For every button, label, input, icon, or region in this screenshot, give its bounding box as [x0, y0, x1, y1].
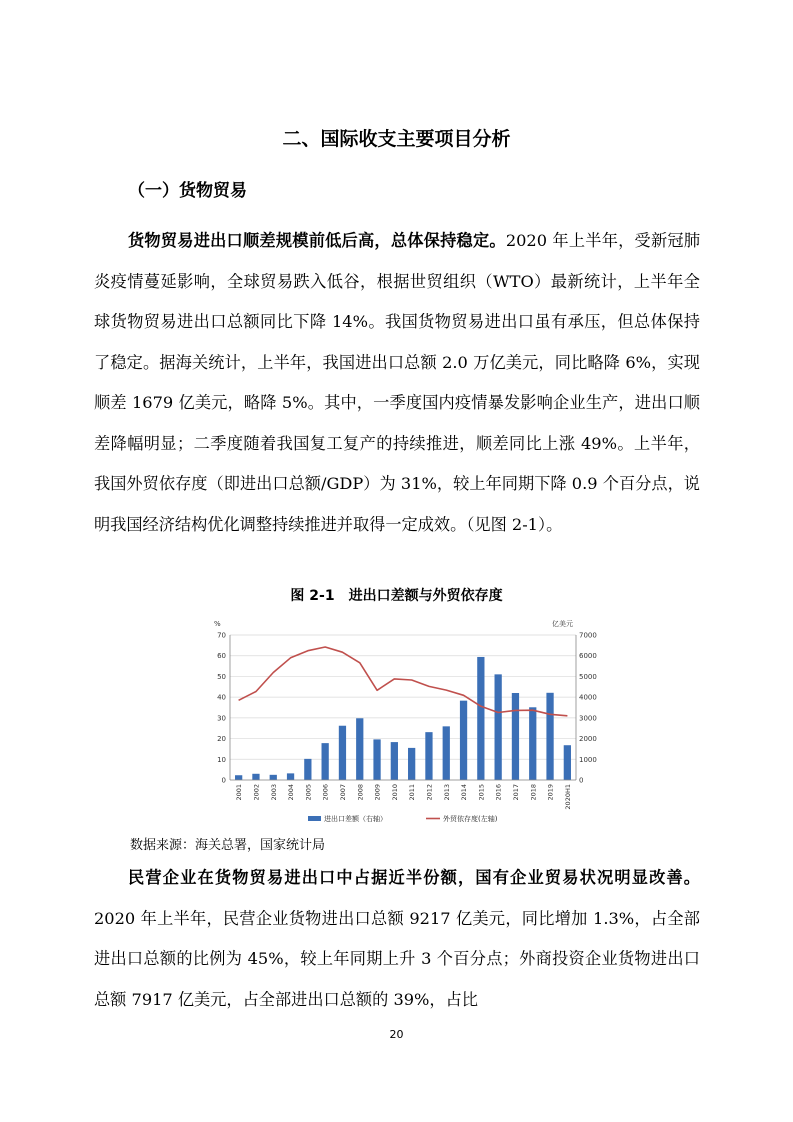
bar-2009 [373, 739, 380, 780]
left-axis-tick-label: 10 [217, 755, 226, 764]
legend-swatch-bar [308, 816, 321, 821]
x-axis-tick-label: 2020H1 [563, 784, 572, 810]
right-axis-tick-label: 6000 [579, 652, 597, 661]
bar-2010 [391, 742, 398, 780]
right-axis-tick-label: 2000 [579, 735, 597, 744]
bar-2007 [339, 726, 346, 780]
bar-2019 [546, 693, 553, 780]
bar-2003 [270, 775, 277, 780]
right-axis-tick-label: 1000 [579, 755, 597, 764]
x-axis-tick-label: 2008 [356, 784, 365, 801]
left-axis-tick-label: 70 [217, 631, 226, 640]
bar-2018 [529, 707, 536, 780]
x-axis-tick-label: 2007 [338, 784, 347, 801]
bar-2013 [443, 726, 450, 780]
x-axis-tick-label: 2003 [269, 784, 278, 801]
figure-title: 图 2-1 进出口差额与外贸依存度 [290, 588, 503, 604]
right-axis-unit: 亿美元 [552, 620, 573, 628]
data-source: 数据来源：海关总署，国家统计局 [130, 838, 326, 853]
trade-balance-chart [200, 612, 610, 830]
page-number: 20 [389, 1028, 404, 1041]
paragraph-enterprise-trade [94, 858, 700, 1020]
left-axis-tick-label: 40 [217, 693, 226, 702]
x-axis-tick-label: 2002 [252, 784, 261, 801]
x-axis-tick-label: 2012 [425, 784, 434, 801]
paragraph-body: 2020 年上半年，受新冠肺炎疫情蔓延影响，全球贸易跌入低谷，根据世贸组织（WTO）最新统计，上半年全球货物贸易进出口总额同比下降 14%。我国货物贸易进出口虽有承压，但总体保持了稳定。据海关统计，上半年，我国进出口总额 2.0 万亿美元，同比略降 6%，实现顺差 1679 亿美元，略降 5%。其中，一季度国内疫情暴发影响企业生产，进出口顺差降幅明显；二季度随着我国复工复产的持续推进，顺差同比上涨 49%。上半年，我国外贸依存度（即进出口总额/GDP）为 31%，较上年同期下降 0.9 个百分点，说明我国经济结构优化调整持续推进并取得一定成效。（见图 2-1）。 [94, 231, 701, 534]
left-axis-tick-label: 50 [217, 672, 226, 681]
bar-2017 [512, 693, 519, 780]
x-axis-tick-label: 2009 [373, 784, 382, 801]
paragraph-body: 2020 年上半年，民营企业货物进出口总额 9217 亿美元，同比增加 1.3%，占全部进出口总额的比例为 45%，较上年同期上升 3 个百分点；外商投资企业货物进出口总额 7917 亿美元，占全部进出口总额的 39%，占比 [94, 908, 700, 1009]
x-axis [230, 780, 576, 810]
legend-label-bar: 进出口差额（右轴） [324, 815, 387, 823]
subsection-heading: （一）货物贸易 [128, 181, 247, 201]
x-axis-tick-label: 2016 [494, 784, 503, 801]
bar-2005 [304, 759, 311, 780]
bar-2004 [287, 773, 294, 780]
right-axis-tick-label: 3000 [579, 714, 597, 723]
bar-2008 [356, 718, 363, 780]
paragraph-lead: 货物贸易进出口顺差规模前低后高，总体保持稳定。 [128, 231, 506, 250]
x-axis-tick-label: 2017 [511, 784, 520, 801]
x-axis-tick-label: 2019 [546, 784, 555, 801]
x-axis-tick-label: 2013 [442, 784, 451, 801]
x-axis-tick-label: 2004 [287, 784, 296, 801]
left-axis-tick-label: 20 [217, 735, 226, 744]
left-axis [217, 632, 230, 785]
left-axis-tick-label: 0 [221, 776, 226, 785]
bar-2006 [322, 743, 329, 780]
x-axis-tick-label: 2005 [304, 784, 313, 801]
right-axis-tick-label: 7000 [579, 631, 597, 640]
paragraph-goods-trade [94, 221, 700, 545]
bar-2002 [252, 774, 259, 780]
chart-gridlines [230, 635, 576, 780]
x-axis-tick-label: 2015 [477, 784, 486, 801]
section-heading: 二、国际收支主要项目分析 [282, 128, 511, 150]
bar-2014 [460, 701, 467, 780]
chart-bars [235, 657, 571, 780]
chart-legend [308, 814, 498, 823]
right-axis-tick-label: 5000 [579, 672, 597, 681]
x-axis-tick-label: 2010 [390, 784, 399, 801]
bar-2016 [495, 674, 502, 780]
right-axis [576, 632, 597, 785]
legend-label-line: 外贸依存度(左轴) [443, 815, 498, 823]
x-axis-tick-label: 2006 [321, 784, 330, 801]
bar-2020H1 [564, 745, 571, 780]
bar-2001 [235, 775, 242, 780]
x-axis-tick-label: 2011 [408, 784, 417, 801]
x-axis-tick-label: 2014 [460, 784, 469, 801]
bar-2012 [425, 732, 432, 780]
right-axis-tick-label: 4000 [579, 693, 597, 702]
bar-2015 [477, 657, 484, 780]
paragraph-lead: 民营企业在货物贸易进出口中占据近半份额，国有企业贸易状况明显改善。 [128, 868, 700, 887]
left-axis-tick-label: 30 [217, 714, 226, 723]
bar-2011 [408, 748, 415, 780]
x-axis-tick-label: 2001 [235, 784, 244, 801]
right-axis-tick-label: 0 [579, 776, 584, 785]
left-axis-tick-label: 60 [217, 652, 226, 661]
left-axis-unit: % [214, 620, 221, 628]
x-axis-tick-label: 2018 [529, 784, 538, 801]
